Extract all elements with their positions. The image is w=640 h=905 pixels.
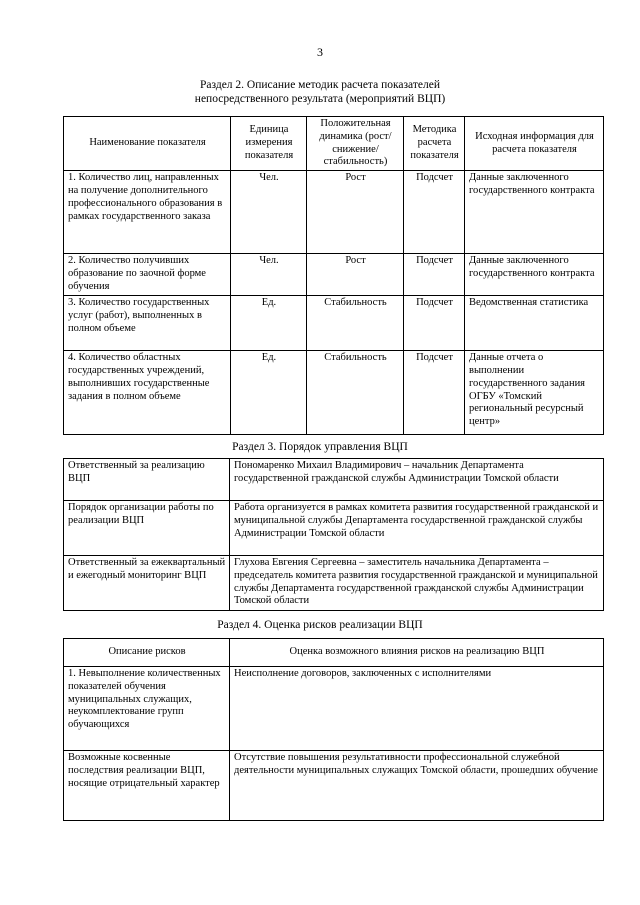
table-row <box>64 296 604 351</box>
indicator-name: 4. Количество областных государственных учреждений, выполнивших государственные задания в полном объеме <box>64 351 231 435</box>
management-label: Ответственный за реализацию ВЦП <box>64 459 230 501</box>
risk-impact: Неисполнение договоров, заключенных с исполнителями <box>230 667 604 751</box>
header-dynamics: Положительная динамика (рост/снижение/ стабильность) <box>307 117 404 171</box>
management-value: Пономаренко Михаил Владимирович – начальник Департамента государственной гражданской службы Администрации Томской области <box>230 459 604 501</box>
indicator-unit: Ед. <box>231 351 307 435</box>
table-row <box>64 254 604 296</box>
indicator-dynamics: Стабильность <box>307 296 404 351</box>
indicator-unit: Ед. <box>231 296 307 351</box>
table-row <box>64 556 604 611</box>
indicators-table <box>63 116 604 435</box>
indicator-unit: Чел. <box>231 171 307 254</box>
indicator-source: Данные заключенного государственного контракта <box>465 254 604 296</box>
management-label: Ответственный за ежеквартальный и ежегодный мониторинг ВЦП <box>64 556 230 611</box>
indicator-source: Данные заключенного государственного контракта <box>465 171 604 254</box>
indicator-method: Подсчет <box>404 351 465 435</box>
indicator-source: Ведомственная статистика <box>465 296 604 351</box>
header-unit: Единица измерения показателя <box>231 117 307 171</box>
risks-table <box>63 638 604 821</box>
section2-title-line2: непосредственного результата (мероприятий ВЦП) <box>194 93 446 105</box>
management-value: Глухова Евгения Сергеевна – заместитель начальника Департамента – председатель комитета развития государственной гражданской и муниципальной службы Департамента государственной гражданской службы Администрации Томской области <box>230 556 604 611</box>
indicator-dynamics: Рост <box>307 171 404 254</box>
section2-title <box>0 78 640 106</box>
indicator-name: 2. Количество получивших образование по заочной форме обучения <box>64 254 231 296</box>
table-row <box>64 351 604 435</box>
management-table <box>63 458 604 611</box>
indicator-name: 3. Количество государственных услуг (работ), выполненных в полном объеме <box>64 296 231 351</box>
section2-title-line1: Раздел 2. Описание методик расчета показателей <box>200 79 440 91</box>
risk-description: Возможные косвенные последствия реализации ВЦП, носящие отрицательный характер <box>64 751 230 821</box>
section4-title: Раздел 4. Оценка рисков реализации ВЦП <box>217 619 423 631</box>
risk-impact: Отсутствие повышения результативности профессиональной служебной деятельности муниципальных служащих Томской области, прошедших обучение <box>230 751 604 821</box>
header-source: Исходная информация для расчета показателя <box>465 117 604 171</box>
management-label: Порядок организации работы по реализации ВЦП <box>64 501 230 556</box>
header-method: Методика расчета показателя <box>404 117 465 171</box>
table-row <box>64 459 604 501</box>
indicator-name: 1. Количество лиц, направленных на получение дополнительного профессионального образования в рамках государственного заказа <box>64 171 231 254</box>
table-row <box>64 171 604 254</box>
header-indicator-name: Наименование показателя <box>64 117 231 171</box>
risk-description: 1. Невыполнение количественных показателей обучения муниципальных служащих, неукомплектование групп обучающихся <box>64 667 230 751</box>
page-number: 3 <box>317 45 323 59</box>
risks-header-row <box>64 639 604 667</box>
table-row <box>64 667 604 751</box>
header-risk-impact: Оценка возможного влияния рисков на реализацию ВЦП <box>230 639 604 667</box>
indicator-source: Данные отчета о выполнении государственного задания ОГБУ «Томский региональный ресурсный центр» <box>465 351 604 435</box>
indicator-dynamics: Рост <box>307 254 404 296</box>
header-risk-description: Описание рисков <box>64 639 230 667</box>
indicators-header-row <box>64 117 604 171</box>
indicator-unit: Чел. <box>231 254 307 296</box>
indicator-method: Подсчет <box>404 254 465 296</box>
management-value: Работа организуется в рамках комитета развития государственной гражданской и муниципальной службы Департамента государственной гражданской службы Администрации Томской области <box>230 501 604 556</box>
indicator-dynamics: Стабильность <box>307 351 404 435</box>
table-row <box>64 501 604 556</box>
table-row <box>64 751 604 821</box>
indicator-method: Подсчет <box>404 296 465 351</box>
section3-title: Раздел 3. Порядок управления ВЦП <box>232 441 408 453</box>
indicator-method: Подсчет <box>404 171 465 254</box>
